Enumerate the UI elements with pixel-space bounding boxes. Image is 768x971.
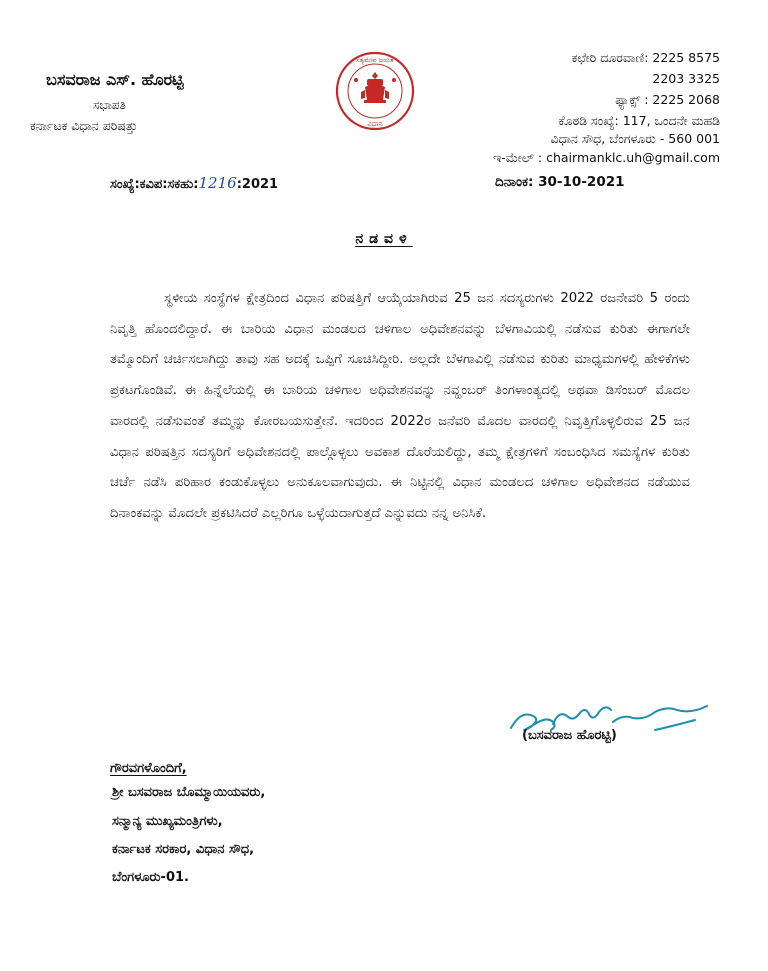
letter-date: ದಿನಾಂಕ: 30-10-2021 [495, 174, 625, 190]
salutation: ಗೌರವಗಳೊಂದಿಗೆ, [110, 761, 187, 776]
recipient-line-4: ಬೆಂಗಳೂರು-01. [112, 870, 189, 885]
reference-suffix: :2021 [236, 177, 279, 192]
sender-name: ಬಸವರಾಜ ಎಸ್. ಹೊರಟ್ಟಿ [46, 70, 184, 89]
reference-handwritten-number: 1216 [198, 174, 237, 192]
recipient-line-2: ಸನ್ಮಾನ್ಯ ಮುಖ್ಯಮಂತ್ರಿಗಳು, [112, 814, 223, 829]
sender-organization: ಕರ್ನಾಟಕ ವಿಧಾನ ಪರಿಷತ್ತು [30, 118, 138, 133]
sender-designation: ಸಭಾಪತಿ [93, 98, 126, 112]
contact-office-phone-2: 2203 3325 [652, 71, 720, 86]
recipient-line-3: ಕರ್ನಾಟಕ ಸರಕಾರ, ವಿಧಾನ ಸೌಧ, [112, 842, 255, 857]
letter-body: ಸ್ಥಳೀಯ ಸಂಸ್ಥೆಗಳ ಕ್ಷೇತ್ರದಿಂದ ವಿಧಾನ ಪರಿಷತ್ತಿಗೆ ಆಯ್ಕೆಯಾಗಿರುವ 25 ಜನ ಸದಸ್ಯರುಗಳು 2022 ರಜನೇವರಿ 5 ರಂದು ನಿವೃತ್ತಿ ಹೊಂದಲಿದ್ದಾರೆ. ಈ ಬಾರಿಯ ವಿಧಾನ ಮಂಡಲದ ಚಳಿಗಾಲ ಅಧಿವೇಶನವನ್ನು ಬೆಳಗಾವಿಯಲ್ಲಿ ನಡೆಸುವ ಕುರಿತು ಈಗಾಗಲೇ ತಮ್ಮೊಂದಿಗೆ ಚರ್ಚಿಸಲಾಗಿದ್ದು ತಾವು ಸಹ ಅದಕ್ಕೆ ಒಪ್ಪಿಗೆ ಸೂಚಿಸಿದ್ದೀರಿ. ಅಲ್ಲದೇ ಬೆಳಗಾವಿಲ್ಲಿ ನಡೆಸುವ ಕುರಿತು ಮಾಧ್ಯಮಗಳಲ್ಲಿ ಹೇಳಿಕೆಗಳು ಪ್ರಕಟಗೊಂಡಿವೆ. ಈ ಹಿನ್ನೆಲೆಯಲ್ಲಿ ಈ ಬಾರಿಯ ಚಳಿಗಾಲ ಅಧಿವೇಶನವನ್ನು ನವ್ಹಂಬರ್ ತಿಂಗಳಾಂತ್ಯದಲ್ಲಿ ಅಥವಾ ಡಿಸೆಂಬರ್ ಮೊದಲ ವಾರದಲ್ಲಿ ನಡೆಸುವಂತೆ ತಮ್ಮನ್ನು ಕೋರಬಯಸುತ್ತೇನೆ. ಇದರಿಂದ 2022ರ ಜನೆವರಿ ಮೊದಲ ವಾರದಲ್ಲಿ ನಿವೃತ್ತಿಗೊಳ್ಳಲಿರುವ 25 ಜನ ವಿಧಾನ ಪರಿಷತ್ತಿನ ಸದಸ್ಯರಿಗೆ ಅಧಿವೇಶನದಲ್ಲಿ ಪಾಲ್ಗೊಳ್ಳಲು ಅವಕಾಶ ದೊರೆಯಲಿದ್ದು, ತಮ್ಮ ಕ್ಷೇತ್ರಗಳಿಗೆ ಸಂಬಂಧಿಸಿದ ಸಮಸ್ಯೆಗಳ ಕುರಿತು ಚರ್ಚೆ ನಡೆಸಿ ಪರಿಹಾರ ಕಂಡುಕೊಳ್ಳಲು ಅನುಕೂಲವಾಗುವುದು. ಈ ನಿಟ್ಟಿನಲ್ಲಿ ವಿಧಾನ ಮಂಡಲದ ಚಳಿಗಾಲ ಅಧಿವೇಶನದ ನಡೆಯುವ ದಿನಾಂಕವನ್ನು ಮೊದಲೇ ಪ್ರಕಟಿಸಿದರೆ ಎಲ್ಲರಿಗೂ ಒಳ್ಳೆಯದಾಗುತ್ತದೆ ಎನ್ನುವದು ನನ್ನ ಅನಿಸಿಕೆ. [110, 291, 690, 521]
emblem-seal-icon [334, 50, 416, 132]
contact-email[interactable]: ಇ-ಮೇಲ್ : chairmanklc.uh@gmail.com [493, 150, 720, 165]
contact-fax: ಫ್ಯಾಕ್ಸ್ : 2225 2068 [615, 92, 720, 107]
recipient-line-1: ಶ್ರೀ ಬಸವರಾಜ ಬೊಮ್ಮಾಯಿಯವರು, [112, 785, 266, 800]
subject-text: ನಡವಳಿ [355, 231, 413, 247]
contact-office-phone: ಕಛೇರಿ ದೂರವಾಣಿ: 2225 8575 [571, 50, 720, 65]
contact-room: ಕೊಠಡಿ ಸಂಖ್ಯೆ: 117, ಒಂದನೇ ಮಹಡಿ [558, 113, 720, 128]
seal-top-text: ಸತ್ಯಮೇವ ಜಯತೆ [356, 56, 394, 64]
reference-number [110, 174, 278, 192]
seal-bottom-text: ವಿಧಾನ [367, 120, 383, 128]
subject-heading [0, 231, 768, 247]
contact-address: ವಿಧಾನ ಸೌಧ, ಬೆಂಗಳೂರು - 560 001 [550, 131, 720, 146]
reference-prefix: ಸಂಖ್ಯೆ:ಕವಿಪ:ಸಕಹು: [110, 177, 199, 192]
signatory-name: (ಬಸವರಾಜ ಹೊರಟ್ಟಿ) [522, 728, 617, 743]
